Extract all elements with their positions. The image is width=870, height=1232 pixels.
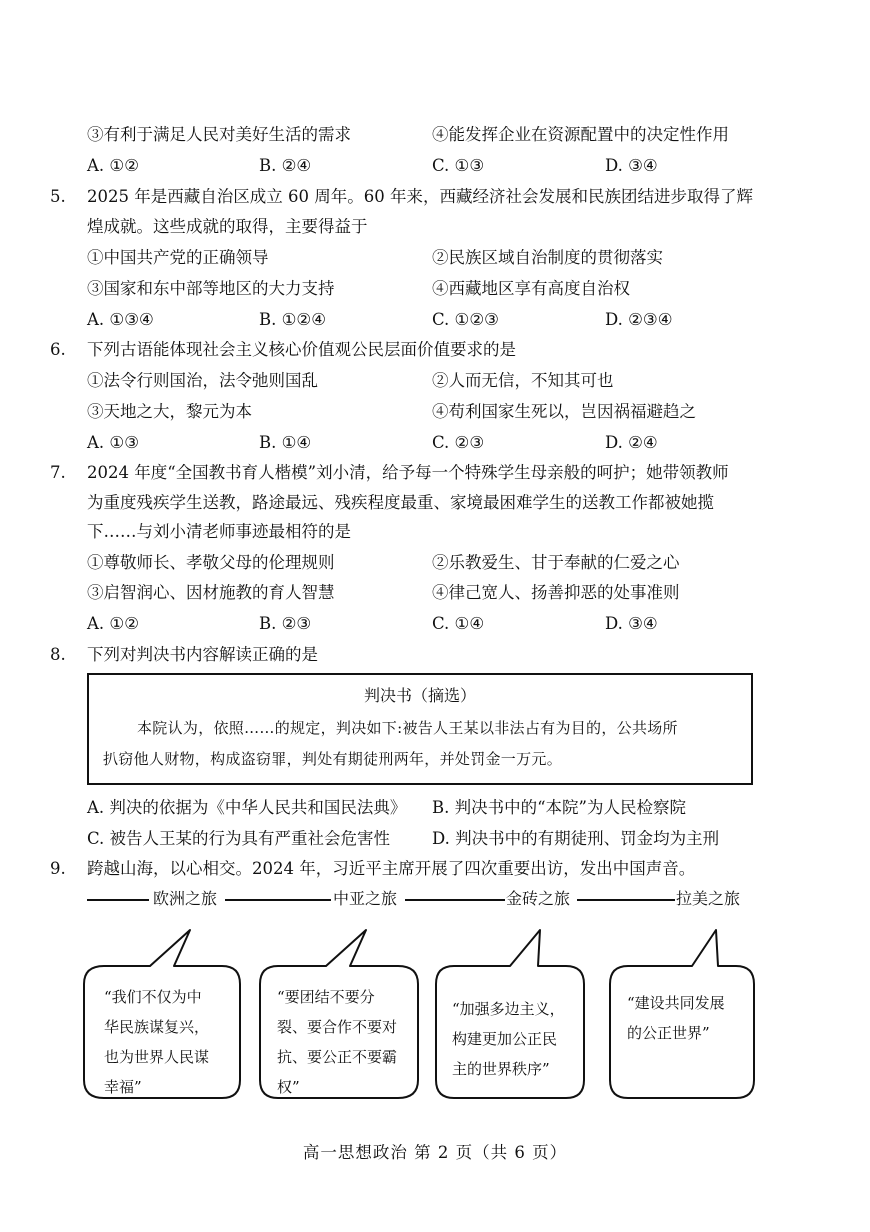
q8-option-a: A. 判决的依据为《中华人民共和国民法典》 xyxy=(87,798,407,817)
q7-stem-line3: 下……与刘小清老师事迹最相符的是 xyxy=(87,522,351,541)
bubble-2-line1: “要团结不要分 xyxy=(277,988,375,1006)
q4-option-4: ④能发挥企业在资源配置中的决定性作用 xyxy=(432,125,729,144)
q5-number: 5. xyxy=(50,187,66,206)
bubble-4-line1: “建设共同发展 xyxy=(627,994,725,1012)
q8-option-d: D. 判决书中的有期徒刑、罚金均为主刑 xyxy=(432,829,720,848)
q7-number: 7. xyxy=(50,463,66,482)
timeline-stop-brics: 金砖之旅 xyxy=(506,889,571,908)
bubble-3-line1: “加强多边主义， xyxy=(452,1000,565,1018)
q7-option-2: ②乐教爱生、甘于奉献的仁爱之心 xyxy=(432,553,680,572)
q7-choice-b: B. ②③ xyxy=(259,614,312,633)
q9-stem: 跨越山海，以心相交。2024 年，习近平主席开展了四次重要出访，发出中国声音。 xyxy=(87,859,696,878)
q6-option-3: ③天地之大，黎元为本 xyxy=(87,402,252,421)
q6-option-1: ①法令行则国治，法令弛则国乱 xyxy=(87,371,318,390)
bubble-1-line1: “我们不仅为中 xyxy=(104,988,202,1006)
bubble-2-line2: 裂、要合作不要对 xyxy=(277,1018,398,1036)
timeline-stop-central-asia: 中亚之旅 xyxy=(333,889,398,908)
bubble-1-line4: 幸福” xyxy=(104,1078,142,1096)
q8-number: 8. xyxy=(50,645,66,664)
q6-option-2: ②人而无信，不知其可也 xyxy=(432,371,614,390)
q4-choice-d: D. ③④ xyxy=(605,156,658,175)
q4-choice-c: C. ①③ xyxy=(432,156,485,175)
q6-number: 6. xyxy=(50,340,66,359)
q8-stem: 下列对判决书内容解读正确的是 xyxy=(87,645,318,664)
timeline-stop-europe: 欧洲之旅 xyxy=(153,889,218,908)
q7-option-1: ①尊敬师长、孝敬父母的伦理规则 xyxy=(87,553,335,572)
q5-option-4: ④西藏地区享有高度自治权 xyxy=(432,279,630,298)
bubble-4-line2: 的公正世界” xyxy=(627,1024,710,1042)
judgment-line2: 扒窃他人财物，构成盗窃罪，判处有期徒刑两年，并处罚金一万元。 xyxy=(103,750,563,768)
q8-option-c: C. 被告人王某的行为具有严重社会危害性 xyxy=(87,829,391,848)
q5-choice-a: A. ①③④ xyxy=(87,310,154,329)
page-footer: 高一思想政治 第 2 页（共 6 页） xyxy=(302,1143,568,1162)
judgment-title: 判决书（摘选） xyxy=(363,686,476,705)
q5-choice-d: D. ②③④ xyxy=(605,310,673,329)
q7-stem-line2: 为重度残疾学生送教，路途最远、残疾程度最重、家境最困难学生的送教工作都被她揽 xyxy=(87,493,714,512)
q6-choice-a: A. ①③ xyxy=(87,433,139,452)
q5-choice-c: C. ①②③ xyxy=(432,310,499,329)
timeline-stop-latin-america: 拉美之旅 xyxy=(676,889,741,908)
bubble-3-line2: 构建更加公正民 xyxy=(452,1030,558,1048)
bubble-1-line2: 华民族谋复兴， xyxy=(104,1018,210,1036)
bubble-3-line3: 主的世界秩序” xyxy=(452,1060,550,1078)
q7-stem-line1: 2024 年度“全国教书育人楷模”刘小清，给予每一个特殊学生母亲般的呵护；她带领教师 xyxy=(87,463,729,482)
q6-option-4: ④苟利国家生死以，岂因祸福避趋之 xyxy=(432,402,696,421)
q7-choice-a: A. ①② xyxy=(87,614,139,633)
q6-stem: 下列古语能体现社会主义核心价值观公民层面价值要求的是 xyxy=(87,340,516,359)
q5-choice-b: B. ①②④ xyxy=(259,310,326,329)
q5-stem-line2: 煌成就。这些成就的取得，主要得益于 xyxy=(87,217,368,236)
q6-choice-d: D. ②④ xyxy=(605,433,658,452)
q7-option-4: ④律己宽人、扬善抑恶的处事准则 xyxy=(432,583,680,602)
q5-option-2: ②民族区域自治制度的贯彻落实 xyxy=(432,248,663,267)
q7-choice-d: D. ③④ xyxy=(605,614,658,633)
q4-choice-a: A. ①② xyxy=(87,156,139,175)
q4-option-3: ③有利于满足人民对美好生活的需求 xyxy=(87,125,351,144)
q5-option-3: ③国家和东中部等地区的大力支持 xyxy=(87,279,335,298)
bubble-2-line3: 抗、要公正不要霸 xyxy=(277,1048,398,1066)
q6-choice-b: B. ①④ xyxy=(259,433,312,452)
q6-choice-c: C. ②③ xyxy=(432,433,485,452)
judgment-line1: 本院认为，依照……的规定，判决如下:被告人王某以非法占有为目的，公共场所 xyxy=(137,719,678,737)
q8-option-b: B. 判决书中的“本院”为人民检察院 xyxy=(432,798,686,817)
q7-option-3: ③启智润心、因材施教的育人智慧 xyxy=(87,583,335,602)
q7-choice-c: C. ①④ xyxy=(432,614,485,633)
q5-option-1: ①中国共产党的正确领导 xyxy=(87,248,269,267)
bubble-1-line3: 也为世界人民谋 xyxy=(104,1048,210,1066)
q9-number: 9. xyxy=(50,859,66,878)
bubble-2-line4: 权” xyxy=(277,1078,300,1096)
q5-stem-line1: 2025 年是西藏自治区成立 60 周年。60 年来，西藏经济社会发展和民族团结进步取得了辉 xyxy=(87,187,753,206)
q4-choice-b: B. ②④ xyxy=(259,156,312,175)
